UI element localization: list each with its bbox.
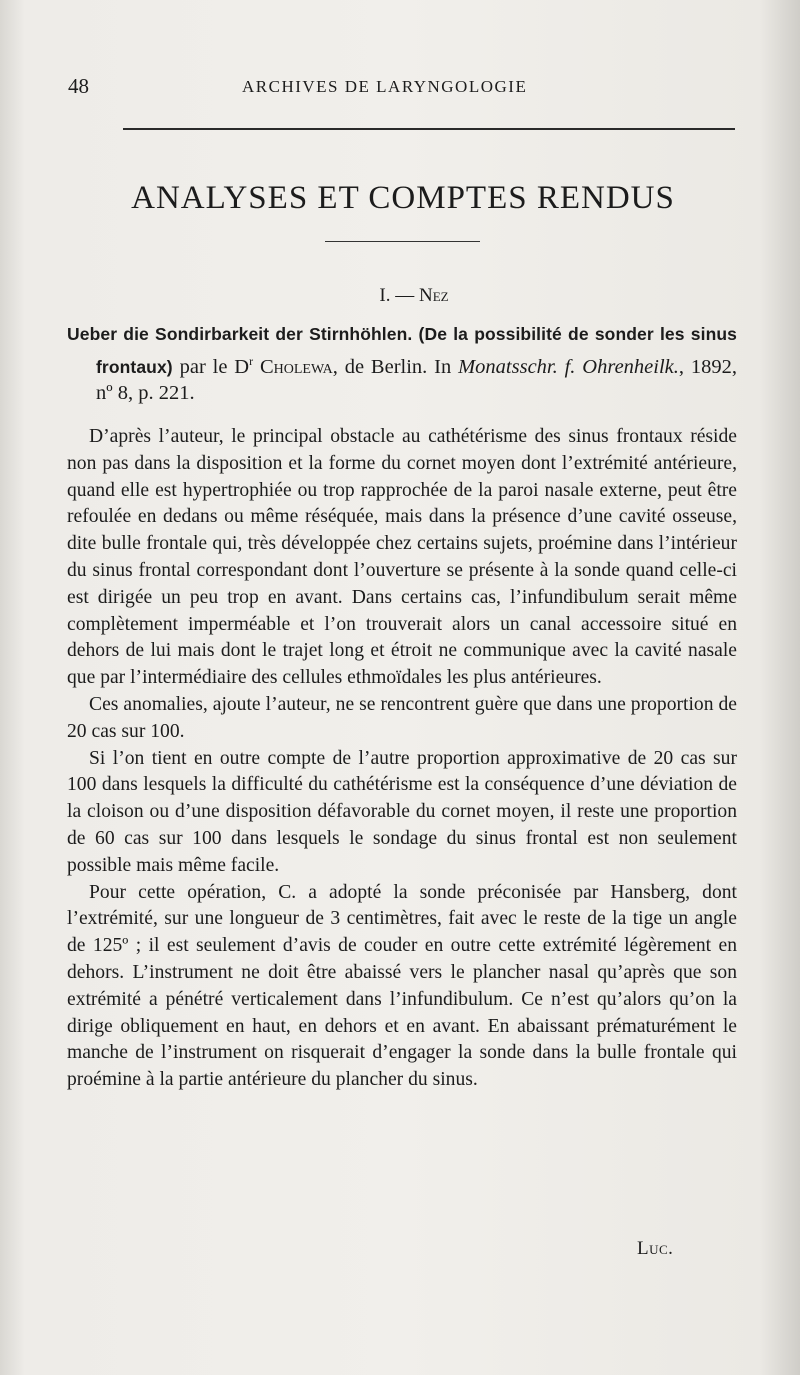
citation-title: Ueber die Sondirbarkeit der Stirnhöhlen. (De la possibilité de sonder les sinus frontaux)	[67, 324, 737, 377]
citation-by-sup: r	[249, 353, 254, 368]
section-title: ANALYSES ET COMPTES RENDUS	[131, 180, 675, 216]
subsection-number: I. —	[379, 285, 415, 306]
citation	[67, 321, 737, 406]
subsection-heading	[14, 285, 800, 307]
citation-journal: Monatsschr. f. Ohrenheilk.	[458, 355, 679, 378]
paragraph-3: Si l’on tient en outre compte de l’autre proportion approximative de 20 cas sur 100 dans lesquels la difficulté du cathétérisme est la conséquence d’une déviation de la cloison ou d’une disposition défavorable du cornet moyen, il reste une proportion de 60 cas sur 100 dans lesquels le sondage du sinus frontal est non seulement possible mais même facile.	[67, 747, 737, 876]
paragraph-1: D’après l’auteur, le principal obstacle au cathétérisme des sinus frontaux réside non pas dans la disposition et la forme du cornet moyen dont l’extrémité antérieure, quand elle est hypertrophiée ou trop rapprochée de la paroi nasale externe, peut être refoulée en dedans ou même réséquée, mais dans la présence d’une cavité osseuse, dite bulle frontale qui, très développée chez certains sujets, proémine dans l’intérieur du sinus frontal correspondant dont l’ouverture se présente à la sonde quand celle-ci est dirigée un peu trop en avant. Dans certains cas, l’infundibulum serait même complètement imperméable et l’on trouverait alors un canal accessoire situé en dehors de lui mais dont le trajet long et étroit ne communique avec la cavité nasale que par l’intermédiaire des cellules ethmoïdales les plus antérieures.	[67, 426, 737, 689]
header-rule	[123, 128, 735, 130]
citation-details: , 1892, nº 8, p. 221.	[96, 355, 738, 404]
subsection-title: Nez	[418, 285, 449, 306]
citation-paragraph	[67, 321, 737, 406]
paragraph-2: Ces anomalies, ajoute l’auteur, ne se rencontrent guère que dans une proportion de 20 cas sur 100.	[67, 693, 737, 742]
paragraph-4: Pour cette opération, C. a adopté la sonde préconisée par Hansberg, dont l’extrémité, sur une longueur de 3 centimètres, fait avec le reste de la tige un angle de 125º ; il est seulement d’avis de couder en outre cette extrémité légèrement en dehors. L’instrument ne doit être abaissé vers le plancher nasal qu’après que son extrémité a pénétré verticalement dans l’infundibulum. Ce n’est qu’alors qu’on la dirige obliquement en haut, en dehors et en avant. En abaissant prématurément le manche de l’instrument on risquerait d’engager la sonde dans la bulle frontale qui proémine à la partie antérieure du plancher du sinus.	[67, 881, 737, 1091]
citation-author: Cholewa	[253, 355, 333, 378]
title-rule	[325, 241, 480, 242]
citation-by: par le D	[172, 355, 250, 378]
running-head	[68, 74, 730, 104]
citation-place: , de Berlin. In	[332, 355, 459, 378]
page-number: 48	[68, 74, 89, 98]
journal-title: ARCHIVES DE LARYNGOLOGIE	[242, 77, 528, 96]
signature: Luc.	[637, 1238, 674, 1259]
body-text	[67, 424, 737, 1094]
